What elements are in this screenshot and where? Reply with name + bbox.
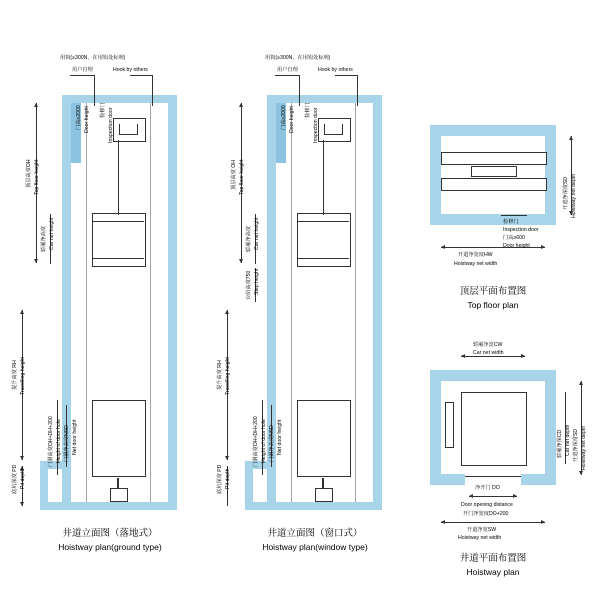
buffer-block-2 — [315, 488, 333, 502]
hoistplan-label-doorwidth-cn: 开门净宽度DO+200 — [463, 511, 509, 517]
caption-top-floor-en: Top floor plan — [467, 299, 519, 310]
dim-travel-arrow-down — [20, 456, 24, 460]
hoistplan-dim-netdepth-arrow-d — [579, 471, 583, 475]
label-car-net-cn: 轿厢净高度 — [41, 226, 47, 252]
car-floor-line-2 — [297, 258, 349, 259]
hoistplan-bottom-wall-right — [521, 474, 556, 485]
label-top-floor-cn-2: 顶层高度 OH — [231, 160, 237, 190]
label-net-door-en-2: Net door height — [277, 419, 283, 455]
label-net-door-cn-2: 门洞净高度NSD — [269, 425, 275, 462]
hoistplan-right-wall — [545, 370, 556, 485]
hoistplan-label-carwidth-cn: 轿厢净宽CW — [473, 342, 503, 348]
topplan-machine-band-1 — [441, 152, 547, 165]
hoistplan-dim-sw-arrow-l — [441, 520, 445, 524]
hook-leader-left-v-2 — [299, 75, 300, 97]
guide-rail-right-2 — [355, 103, 356, 502]
label-top-floor-en: Top floor height — [34, 159, 40, 195]
hoistplan-label-cardepth-en: Car net depth — [565, 424, 571, 456]
label-travelling-cn: 提升高度 RH — [12, 360, 18, 390]
hook-leader-right-v — [152, 75, 153, 97]
topplan-inspection-leader — [501, 215, 527, 216]
buffer-stem — [117, 478, 119, 489]
hoistplan-car-outline — [461, 392, 527, 466]
hoistplan-door-sill — [465, 476, 521, 477]
label-travelling-en: Travelling height — [20, 357, 26, 395]
topplan-label-door-height-en: Door height — [503, 243, 530, 249]
car-roof-line-2 — [297, 221, 349, 222]
dim-top-floor-arrow-up — [34, 103, 38, 107]
label-hook-user: 用户自理 — [72, 67, 93, 73]
shaft-bottom-wall-2 — [267, 502, 382, 510]
hoistplan-dim-carwidth-arrow-l — [461, 354, 465, 358]
label-hook-en: Hook by others — [113, 67, 148, 73]
suspension-rope — [118, 140, 119, 215]
topplan-left-wall — [430, 125, 441, 225]
dim-travel-arrow-up — [20, 310, 24, 314]
label-step-en-2: Step height — [254, 268, 260, 295]
figure-top-floor-plan — [405, 0, 600, 330]
hoistplan-dim-sw-line — [441, 522, 545, 523]
caption-ground-cn: 井道立面图（落地式） — [62, 528, 158, 539]
hoistplan-label-netdepth-cn: 开道净深度SD — [573, 428, 579, 462]
label-inspection-cn-2: 检修门 — [305, 102, 311, 118]
label-door-height-en-2: Door height — [289, 106, 295, 133]
label-travelling-en-2: Travelling height — [225, 357, 231, 395]
label-pit-cn: 底坑深度 PD — [12, 464, 18, 494]
label-hook-load: 用钩(≥300N，在用钩处标明) — [60, 55, 126, 61]
topplan-right-wall — [545, 125, 556, 225]
hook-leader-left-h-2 — [275, 75, 300, 76]
topplan-label-net-width-cn: 开道净宽度HW — [458, 252, 493, 258]
pit-floor — [40, 502, 70, 510]
topplan-dim-width-arrow-r — [541, 245, 545, 249]
hoistplan-counterweight — [445, 402, 454, 448]
pit-floor-2 — [245, 502, 275, 510]
lower-landing-box-2 — [297, 400, 351, 477]
label-top-floor-en-2: Top floor height — [239, 159, 245, 195]
label-car-net-cn-2: 轿厢净高度 — [246, 226, 252, 252]
label-hook-user-2: 用户自理 — [277, 67, 298, 73]
label-hook-en-2: Hook by others — [318, 67, 353, 73]
car-roof-line — [92, 221, 144, 222]
caption-top-floor-cn: 顶层平面布置图 — [459, 286, 527, 297]
guide-rail-right — [150, 103, 151, 502]
buffer-block — [110, 488, 128, 502]
hoistplan-label-sw-cn: 开道净宽SW — [467, 527, 497, 533]
label-door-hole-en: Height of door hole — [56, 419, 62, 463]
label-net-door-cn: 门洞净高度NSD — [64, 425, 70, 462]
hook-bracket-left — [94, 97, 95, 106]
caption-hoistway-en: Hoistway plan — [466, 566, 520, 577]
label-door-hole-en-2: Height of door hole — [261, 419, 267, 463]
hoistplan-top-wall — [430, 370, 556, 381]
label-inspection-cn: 检修门 — [100, 102, 106, 118]
topplan-label-net-depth-en: Hoistway net depth — [571, 173, 577, 218]
hoistplan-dim-sw-arrow-r — [541, 520, 545, 524]
label-pit-en-2: Pit depth — [225, 468, 231, 489]
dim-top-floor-arrow-up-2 — [239, 103, 243, 107]
dim-travel-arrow-down-2 — [225, 456, 229, 460]
label-door-hole-cn-2: 门洞高度OH+DH+200 — [253, 416, 259, 467]
hoistplan-label-carwidth-en: Car net width — [473, 350, 504, 356]
label-car-net-en-2: Car net height — [254, 217, 260, 250]
topplan-label-door-height-cn: 门高≥600 — [503, 235, 525, 241]
label-hook-load-2: 用钩(≥300N，在用钩处标明) — [265, 55, 331, 61]
figure-hoistway-plan — [405, 330, 600, 600]
label-top-floor-cn: 顶层高度OH — [26, 159, 32, 188]
label-travelling-cn-2: 提升高度 RH — [217, 360, 223, 390]
topplan-dim-width-arrow-l — [441, 245, 445, 249]
hoistplan-dim-do-arrow-r — [513, 494, 517, 498]
inspection-door-detail-2 — [318, 118, 351, 142]
label-door-hole-cn: 门洞高度OH+DH+200 — [48, 416, 54, 467]
dim-top-floor-arrow-down — [34, 259, 38, 263]
hook-bracket-right — [152, 97, 153, 106]
dim-pit-arrow-down — [20, 502, 24, 506]
hook-leader-right-v-2 — [357, 75, 358, 97]
hoistplan-bottom-wall-left — [430, 474, 465, 485]
shaft-right-wall-2 — [373, 95, 382, 510]
hoistplan-dim-carwidth-arrow-r — [521, 354, 525, 358]
topplan-label-net-width-en: Hoistway net width — [454, 261, 498, 267]
inspection-door-sill-2 — [324, 134, 343, 135]
label-door-height-cn-2: 门高≥2000 — [281, 105, 287, 130]
label-step-cn-2: 台阶高度750 — [246, 270, 252, 300]
shaft-right-wall — [168, 95, 177, 510]
label-net-door-en: Net door height — [72, 419, 78, 455]
dim-travel-arrow-up-2 — [225, 310, 229, 314]
shaft-top-wall-2 — [267, 95, 382, 103]
hoistplan-dim-do-line — [469, 496, 517, 497]
figure-ground-type — [0, 0, 210, 600]
guide-rail-left — [86, 103, 87, 502]
dim-top-floor-arrow-down-2 — [239, 259, 243, 263]
topplan-label-inspection-en: Inspection door — [503, 227, 539, 233]
hoistplan-dim-do-arrow-l — [469, 494, 473, 498]
label-door-height-cn: 门高≥2000 — [76, 105, 82, 130]
shaft-bottom-wall — [62, 502, 177, 510]
topplan-dim-depth-arrow-u — [569, 136, 573, 140]
hook-bracket-right-2 — [357, 97, 358, 106]
hoistplan-left-wall — [430, 370, 441, 485]
caption-window-en: Hoistway plan(window type) — [262, 541, 368, 552]
caption-ground-type — [10, 527, 210, 553]
caption-window-cn: 井道立面图（窗口式） — [267, 528, 363, 539]
label-pit-en: Pit depth — [20, 468, 26, 489]
caption-window-type — [215, 527, 415, 553]
hoistplan-label-sw-en: Hoistway net width — [458, 535, 502, 541]
hoistplan-label-do-cn: 净开门 DO — [475, 485, 500, 491]
hoistplan-dim-netdepth-arrow-u — [579, 381, 583, 385]
figure-window-type — [205, 0, 405, 600]
car-floor-line — [92, 258, 144, 259]
hoistplan-label-do-en: Door opening distance — [461, 502, 513, 508]
topplan-machine-band-2 — [441, 178, 547, 191]
topplan-label-net-depth-cn: 开道净深度SD — [563, 176, 569, 210]
hook-leader-left-h — [70, 75, 95, 76]
hook-leader-left-v — [94, 75, 95, 97]
hoistplan-label-netdepth-en: Hoistway net depth — [581, 425, 587, 470]
suspension-rope-2 — [323, 140, 324, 215]
hook-leader-right-h-2 — [335, 75, 358, 76]
label-inspection-en-2: Inspection door — [313, 107, 319, 143]
topplan-label-inspection-cn: 检修门 — [503, 219, 519, 225]
label-car-net-en: Car net height — [49, 217, 55, 250]
topplan-top-wall — [430, 125, 556, 136]
lower-landing-box — [92, 400, 146, 477]
guide-rail-left-2 — [291, 103, 292, 502]
hook-leader-right-h — [130, 75, 153, 76]
label-door-height-en: Door height — [84, 106, 90, 133]
caption-hoistway-plan — [393, 552, 593, 578]
topplan-machine-core — [471, 166, 517, 177]
buffer-stem-2 — [322, 478, 324, 489]
caption-top-floor — [393, 285, 593, 311]
hoistplan-label-cardepth-cn: 轿厢净深CD — [557, 429, 563, 458]
label-inspection-en: Inspection door — [108, 107, 114, 143]
caption-ground-en: Hoistway plan(ground type) — [58, 541, 162, 552]
shaft-top-wall — [62, 95, 177, 103]
label-pit-cn-2: 底坑深度 PD — [217, 464, 223, 494]
inspection-door-sill — [119, 134, 138, 135]
inspection-door-detail — [113, 118, 146, 142]
hook-bracket-left-2 — [299, 97, 300, 106]
caption-hoistway-cn: 井道平面布置图 — [459, 553, 527, 564]
topplan-bottom-wall — [430, 214, 556, 225]
